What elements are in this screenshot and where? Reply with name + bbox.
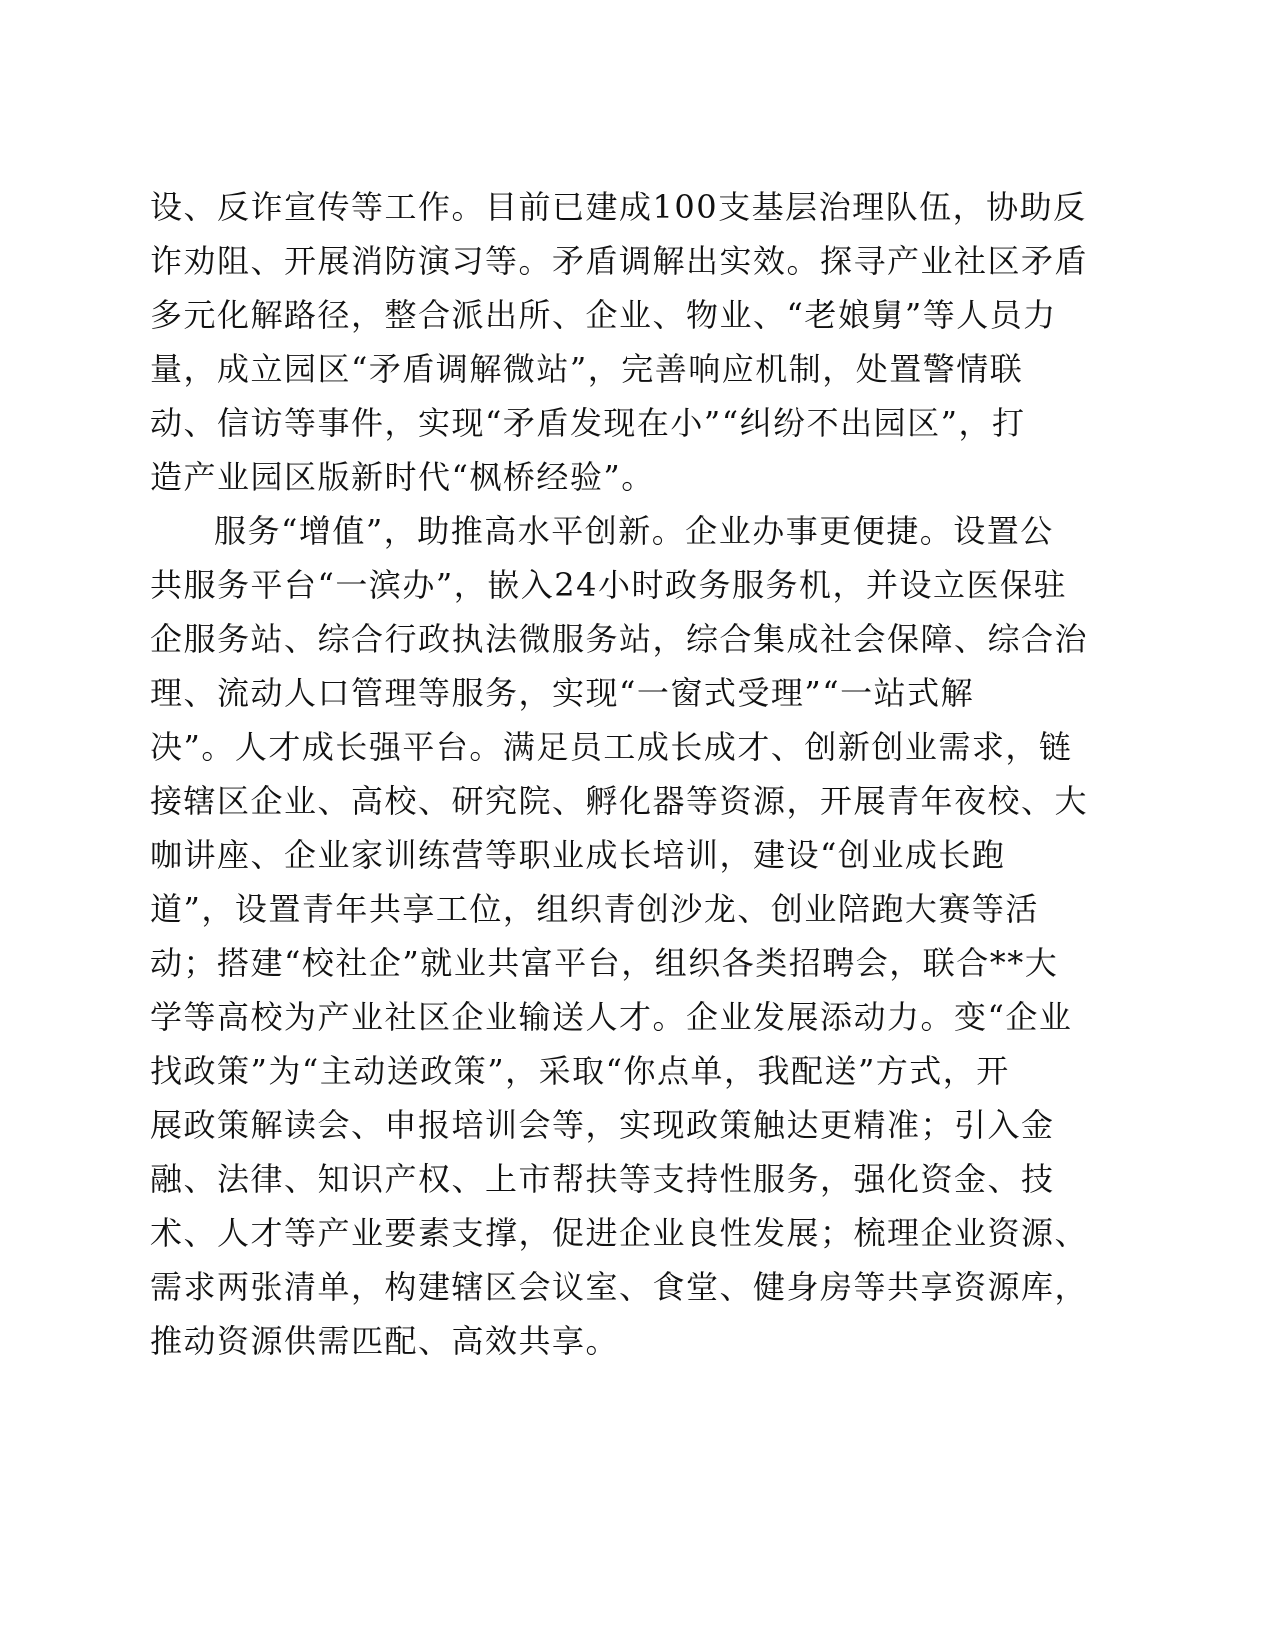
text-line: 推动资源供需匹配、高效共享。 [150, 1322, 620, 1360]
text-line: 决”。人才成长强平台。满足员工成长成才、创新创业需求，链 [150, 728, 1073, 766]
text-line: 设、反诈宣传等工作。目前已建成100支基层治理队伍，协助反 [150, 188, 1087, 226]
text-line: 咖讲座、企业家训练营等职业成长培训，建设“创业成长跑 [150, 836, 1006, 874]
text-line: 诈劝阻、开展消防演习等。矛盾调解出实效。探寻产业社区矛盾 [150, 242, 1089, 280]
paragraph-2 [150, 504, 1089, 1368]
text-line: 学等高校为产业社区企业输送人才。企业发展添动力。变“企业 [150, 998, 1073, 1036]
text-line: 服务“增值”，助推高水平创新。企业办事更便捷。设置公 [214, 512, 1054, 550]
text-line: 找政策”为“主动送政策”，采取“你点单，我配送”方式，开 [150, 1052, 1010, 1090]
text-line: 术、人才等产业要素支撑，促进企业良性发展；梳理企业资源、 [150, 1214, 1089, 1252]
paragraph-1 [150, 180, 1089, 504]
text-line: 动；搭建“校社企”就业共富平台，组织各类招聘会，联合**大 [150, 944, 1059, 982]
text-line: 接辖区企业、高校、研究院、孵化器等资源，开展青年夜校、大 [150, 782, 1089, 820]
text-line: 理、流动人口管理等服务，实现“一窗式受理”“一站式解 [150, 674, 975, 712]
text-line: 道”，设置青年共享工位，组织青创沙龙、创业陪跑大赛等活 [150, 890, 1039, 928]
text-line: 展政策解读会、申报培训会等，实现政策触达更精准；引入金 [150, 1106, 1055, 1144]
text-line: 动、信访等事件，实现“矛盾发现在小”“纠纷不出园区”，打 [150, 404, 1026, 442]
text-line: 量，成立园区“矛盾调解微站”，完善响应机制，处置警情联 [150, 350, 1024, 388]
body-text [150, 180, 1089, 1368]
text-line: 共服务平台“一滨办”，嵌入24小时政务服务机，并设立医保驻 [150, 566, 1067, 604]
text-line: 需求两张清单，构建辖区会议室、食堂、健身房等共享资源库， [150, 1268, 1089, 1306]
text-line: 多元化解路径，整合派出所、企业、物业、“老娘舅”等人员力 [150, 296, 1057, 334]
text-line: 融、法律、知识产权、上市帮扶等支持性服务，强化资金、技 [150, 1160, 1055, 1198]
text-line: 企服务站、综合行政执法微服务站，综合集成社会保障、综合治 [150, 620, 1089, 658]
text-line: 造产业园区版新时代“枫桥经验”。 [150, 458, 655, 496]
